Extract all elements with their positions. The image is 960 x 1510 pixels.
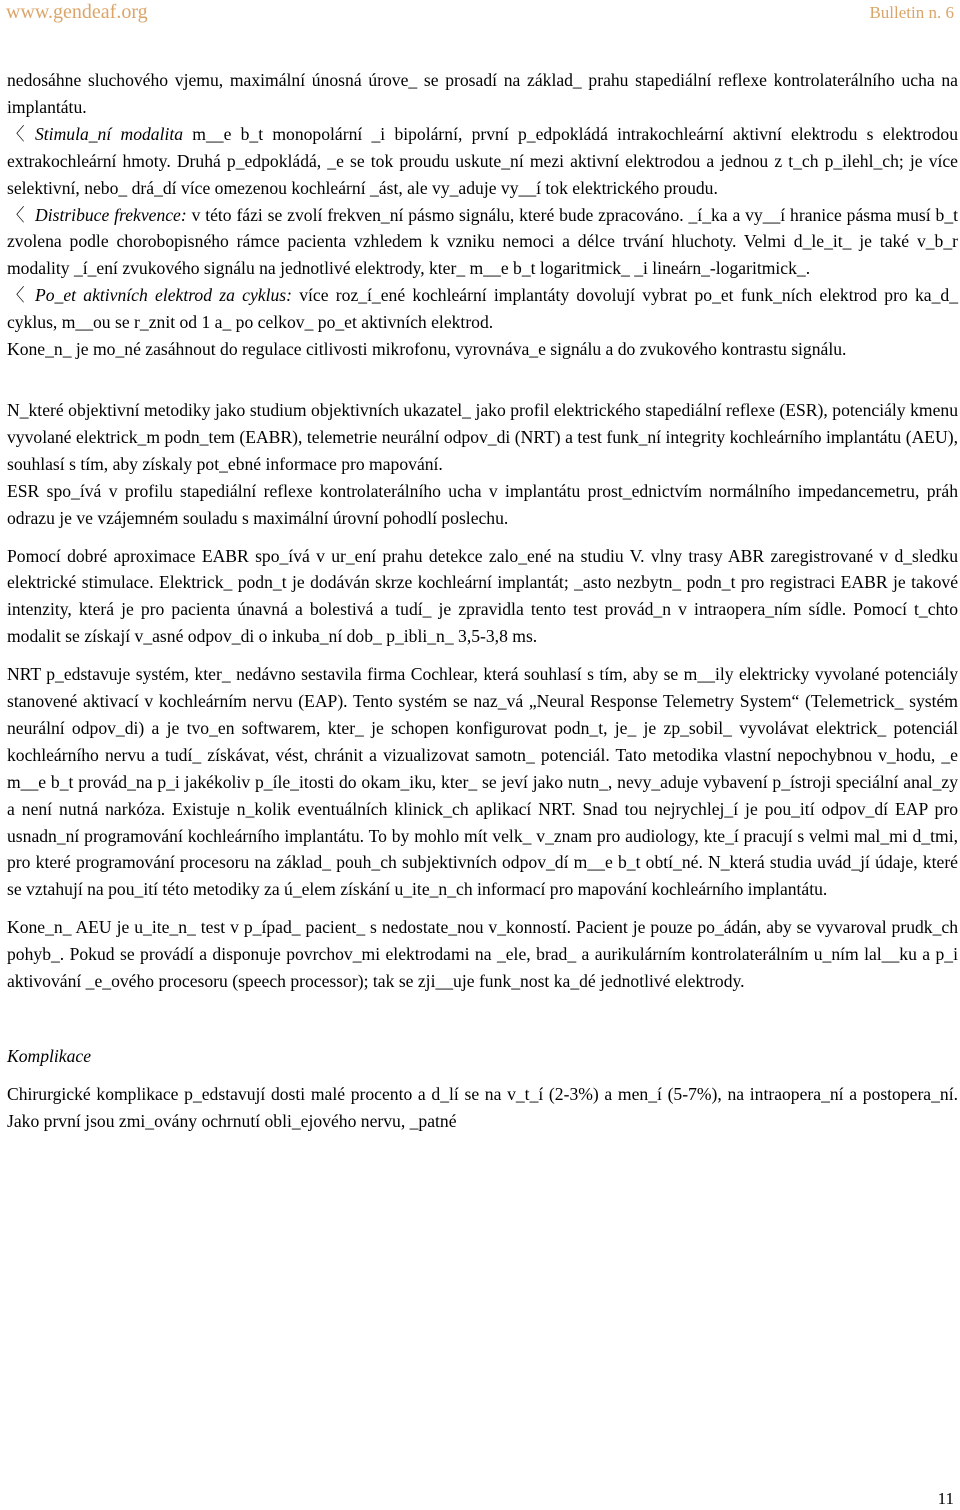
bullet-icon: 〈 [7, 204, 25, 225]
bullet-stimulation [7, 121, 958, 202]
bullet-text: v této fázi se zvolí frekven_ní pásmo signálu, které bude zpracováno. _í_ka a vy__í hranice pásma musí b_t zvolena podle chorobopisného rámce pacienta vzhledem k vzniku nemoci a délce trvání hluchoty. Velmi d_le_it_ je také v_b_r modality _í_ení zvukového signálu na jednotlivé elektrody, kter_ m__e b_t logaritmick_ _i lineárn_-logaritmick_. [7, 204, 958, 279]
page-number: 11 [937, 1489, 954, 1508]
document-body [7, 67, 958, 1135]
paragraph-eabr: Pomocí dobré aproximace EABR spo_ívá v ur_ení prahu detekce zalo_ené na studiu V. vlny trasy ABR zaregistrované v d_sledku elektrické stimulace. Elektrick_ podn_t je dodáván skrze kochleární implantát; _asto nezbytn_ podn_t pro registraci EABR je takové intenzity, která je pro pacienta únavná a bolestivá a tudí_ je zpravidla tento test provád_n v intraopera_ním sídle. Pomocí t_chto modalit se získají v_asné odpov_di o inkuba_ní dob_ p_ibli_n_ 3,5-3,8 ms. [7, 545, 958, 647]
bullet-text: více roz_í_ené kochleární implantáty dovolují vybrat po_et funk_ních elektrod pro ka_d_ cyklus, m__ou se r_znit od 1 a_ po celkov_ po_et aktivních elektrod. [7, 285, 959, 333]
section-heading: Komplikace [7, 1046, 92, 1066]
bullet-term: Po_et aktivních elektrod za cyklus: [35, 285, 292, 306]
bullet-frequency [7, 202, 958, 283]
paragraph-aeu: Kone_n_ AEU je u_ite_n_ test v p_ípad_ pacient_ s nedostate_nou v_konností. Pacient je pouze po_ádán, aby se vyvaroval prudk_ch pohyb_. Pokud se provádí a disponuje povrchov_mi elektrodami na _ele, brad_ a aurikulárním kontrolaterálním u_ním lal__ku a p_i aktivování _e_ového procesoru (speech processor); tak se zji__uje funk_nost ka_dé jednotlivé elektrody. [7, 917, 958, 992]
bullet-term: Distribuce frekvence: [35, 204, 187, 225]
paragraph-finally: Kone_n_ je mo_né zasáhnout do regulace citlivosti mikrofonu, vyrovnáva_e signálu a do zvukového kontrastu signálu. [7, 339, 847, 360]
paragraph-surgical: Chirurgické komplikace p_edstavují dosti malé procento a d_lí se na v_t_í (2-3%) a men_í (5-7%), na intraopera_ní a postopera_ní. Jako první jsou zmi_ovány ochrnutí obli_ejového nervu, _patné [7, 1083, 958, 1131]
paragraph-intro: nedosáhne sluchového vjemu, maximální únosná úrove_ se prosadí na základ_ prahu stapediální reflexe kontrolaterálního ucha na implantátu. [7, 70, 958, 117]
bullet-term: Stimula_ní modalita [35, 123, 184, 144]
bullet-text: m__e b_t monopolární _i bipolární, první p_edpokládá intrakochleární aktivní elektrodu s elektrodou extrakochleární hmoty. Druhá p_edpokládá, _e se tok proudu uskute_ní mezi aktivní elektrodou a jednou z t_ch p_ilehl_ch; je více selektivní, nebo_ drá_dí více omezenou kochleární _ást, ale vy_aduje vy__í tok elektrického proudu. [7, 123, 958, 198]
bullet-icon: 〈 [7, 123, 25, 144]
paragraph-nrt: NRT p_edstavuje systém, kter_ nedávno sestavila firma Cochlear, která souhlasí s tím, aby se m__ily elektricky vyvolané potenciály stanovené aktivací v kochleárním nervu (EAP). Tento systém se naz_vá „Neural Response Telemetry System“ (Telemetrick_ systém neurální odpov_di) a je tvo_en softwarem, kter_ je schopen konfigurovat podn_t, je_ je zp_sobil_ vyvolávat elektrick_ potenciál kochleárního nervu a tudí_ získávat, vést, chránit a vizualizovat samotn_ potenciál. Tato metodika vlastní nepochybnou v_hodu, _e m__e b_t provád_na p_i jakékoliv p_íle_itosti do okam_iku, kter_ se jeví jako nutn_, nevy_aduje vybavení p_ístroji speciální anal_zy a není nutná narkóza. Existuje n_kolik eventuálních klinick_ch aplikací NRT. Snad tou nejrychlej_í je pou_ití odpov_dí EAP pro usnadn_ní programování kochleárního implantátu. To by mohlo mít velk_ v_znam pro audiology, kte_í pracují s velmi mal_mi d_tmi, pro které programování procesoru na základ_ pouh_ch subjektivních odpov_dí m__e b_t obtí_né. N_která studia uvád_jí údaje, které se vztahují na pou_ití této metodiky za ú_elem získání u_ite_n_ch informací pro mapování kochleárního implantátu. [7, 664, 958, 900]
paragraph-esr: ESR spo_ívá v profilu stapediální reflexe kontrolaterálního ucha v implantátu prost_ednictvím normálního impedancemetru, práh odrazu je ve vzájemném souladu s maximální úrovní pohodlí poslechu. [7, 480, 958, 528]
bullet-icon: 〈 [7, 285, 25, 306]
bullet-electrodes [7, 282, 958, 336]
site-link[interactable]: www.gendeaf.org [6, 1, 148, 23]
bulletin-label: Bulletin n. 6 [869, 3, 954, 22]
paragraph-objective-methods: N_které objektivní metodiky jako studium objektivních ukazatel_ jako profil elektrického stapediální reflexe (ESR), potenciály kmenu vyvolané elektrick_m podn_tem (EABR), telemetrie neurální odpov_di (NRT) a test funk_ní integrity kochleárního implantátu (AEU), souhlasí s tím, aby získaly pot_ebné informace pro mapování. [7, 399, 958, 474]
